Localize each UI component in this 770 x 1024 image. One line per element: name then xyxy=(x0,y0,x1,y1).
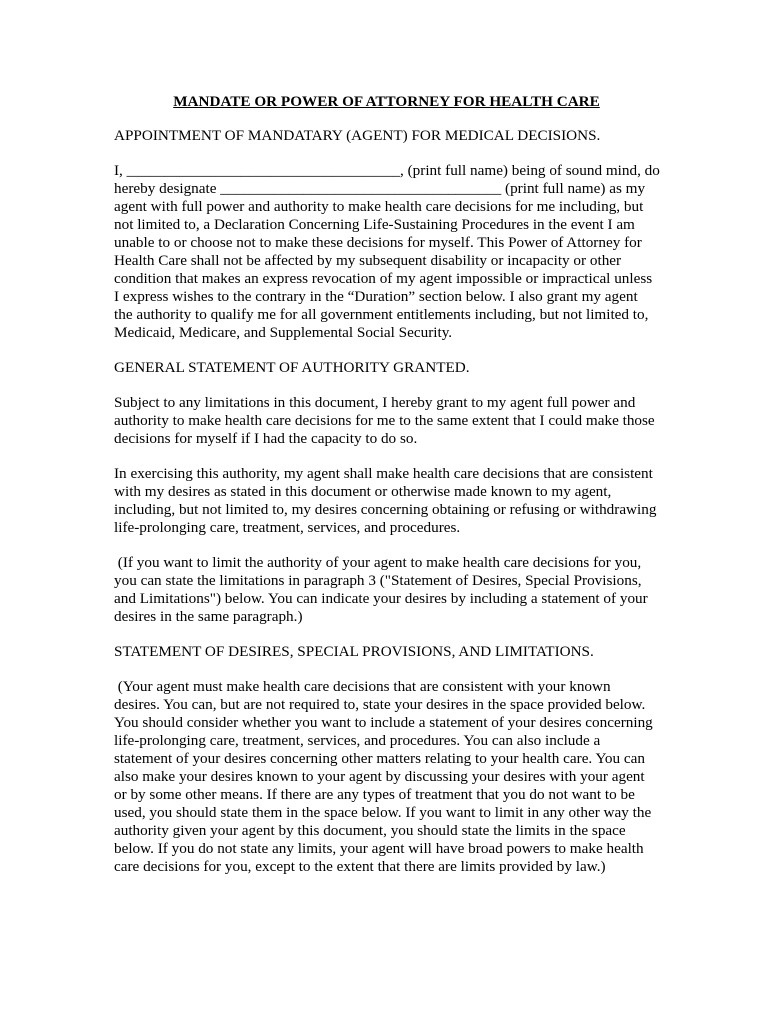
paragraph-line: statement of your desires concerning other matters relating to your health care. You can xyxy=(114,750,645,767)
paragraph-line: below. If you do not state any limits, your agent will have broad powers to make health xyxy=(114,840,644,857)
paragraph-line: life-prolonging care, treatment, services, and procedures. You can also include a xyxy=(114,732,601,749)
paragraph-line: desires in the same paragraph.) xyxy=(114,608,303,625)
document-title: MANDATE OR POWER OF ATTORNEY FOR HEALTH CARE xyxy=(173,93,600,110)
paragraph-line: In exercising this authority, my agent shall make health care decisions that are consistent xyxy=(114,465,653,482)
paragraph-line: You should consider whether you want to include a statement of your desires concerning xyxy=(114,714,653,731)
paragraph-line: including, but not limited to, my desires concerning obtaining or refusing or withdrawing xyxy=(114,501,657,518)
section-heading-general-authority: GENERAL STATEMENT OF AUTHORITY GRANTED. xyxy=(114,359,470,376)
paragraph-line: Health Care shall not be affected by my subsequent disability or incapacity or other xyxy=(114,252,622,269)
paragraph-desires-instructions xyxy=(114,678,659,876)
paragraph-appointment xyxy=(114,162,659,342)
paragraph-line: Subject to any limitations in this document, I hereby grant to my agent full power and xyxy=(114,394,636,411)
paragraph-line: you can state the limitations in paragraph 3 ("Statement of Desires, Special Provisions, xyxy=(114,572,642,589)
paragraph-line: Medicaid, Medicare, and Supplemental Social Security. xyxy=(114,324,453,341)
paragraph-line: authority given your agent by this document, you should state the limits in the space xyxy=(114,822,626,839)
paragraph-line: I express wishes to the contrary in the “Duration” section below. I also grant my agent xyxy=(114,288,638,305)
section-heading-appointment: APPOINTMENT OF MANDATARY (AGENT) FOR MEDICAL DECISIONS. xyxy=(114,127,601,144)
paragraph-line: the authority to qualify me for all government entitlements including, but not limited to, xyxy=(114,306,649,323)
paragraph-line: care decisions for you, except to the extent that there are limits provided by law.) xyxy=(114,858,606,875)
section-heading-statement-of-desires: STATEMENT OF DESIRES, SPECIAL PROVISIONS, AND LIMITATIONS. xyxy=(114,643,594,660)
paragraph-exercising-authority xyxy=(114,465,659,537)
paragraph-line: life-prolonging care, treatment, services, and procedures. xyxy=(114,519,461,536)
paragraph-line: decisions for myself if I had the capacity to do so. xyxy=(114,430,418,447)
paragraph-line: or by some other means. If there are any types of treatment that you do not want to be xyxy=(114,786,635,803)
paragraph-line: condition that makes an express revocation of my agent impossible or impractical unless xyxy=(114,270,653,287)
paragraph-line: used, you should state them in the space below. If you want to limit in any other way the xyxy=(114,804,652,821)
paragraph-line: also make your desires known to your agent by discussing your desires with your agent xyxy=(114,768,645,785)
paragraph-line: (If you want to limit the authority of your agent to make health care decisions for you, xyxy=(114,554,642,571)
paragraph-grant xyxy=(114,394,659,448)
paragraph-line: not limited to, a Declaration Concerning Life-Sustaining Procedures in the event I am xyxy=(114,216,635,233)
paragraph-line: desires. You can, but are not required to, state your desires in the space provided below. xyxy=(114,696,646,713)
paragraph-line: I, ____________________________________, (print full name) being of sound mind, do xyxy=(114,162,660,179)
paragraph-line: (Your agent must make health care decisions that are consistent with your known xyxy=(114,678,611,695)
paragraph-line: authority to make health care decisions for me to the same extent that I could make those xyxy=(114,412,655,429)
paragraph-limit-instructions xyxy=(114,554,659,626)
paragraph-line: and Limitations") below. You can indicate your desires by including a statement of your xyxy=(114,590,648,607)
paragraph-line: unable to or choose not to make these decisions for myself. This Power of Attorney for xyxy=(114,234,642,251)
paragraph-line: agent with full power and authority to make health care decisions for me including, but xyxy=(114,198,644,215)
paragraph-line: hereby designate _____________________________________ (print full name) as my xyxy=(114,180,646,197)
document-page xyxy=(114,93,659,893)
paragraph-line: with my desires as stated in this document or otherwise made known to my agent, xyxy=(114,483,612,500)
